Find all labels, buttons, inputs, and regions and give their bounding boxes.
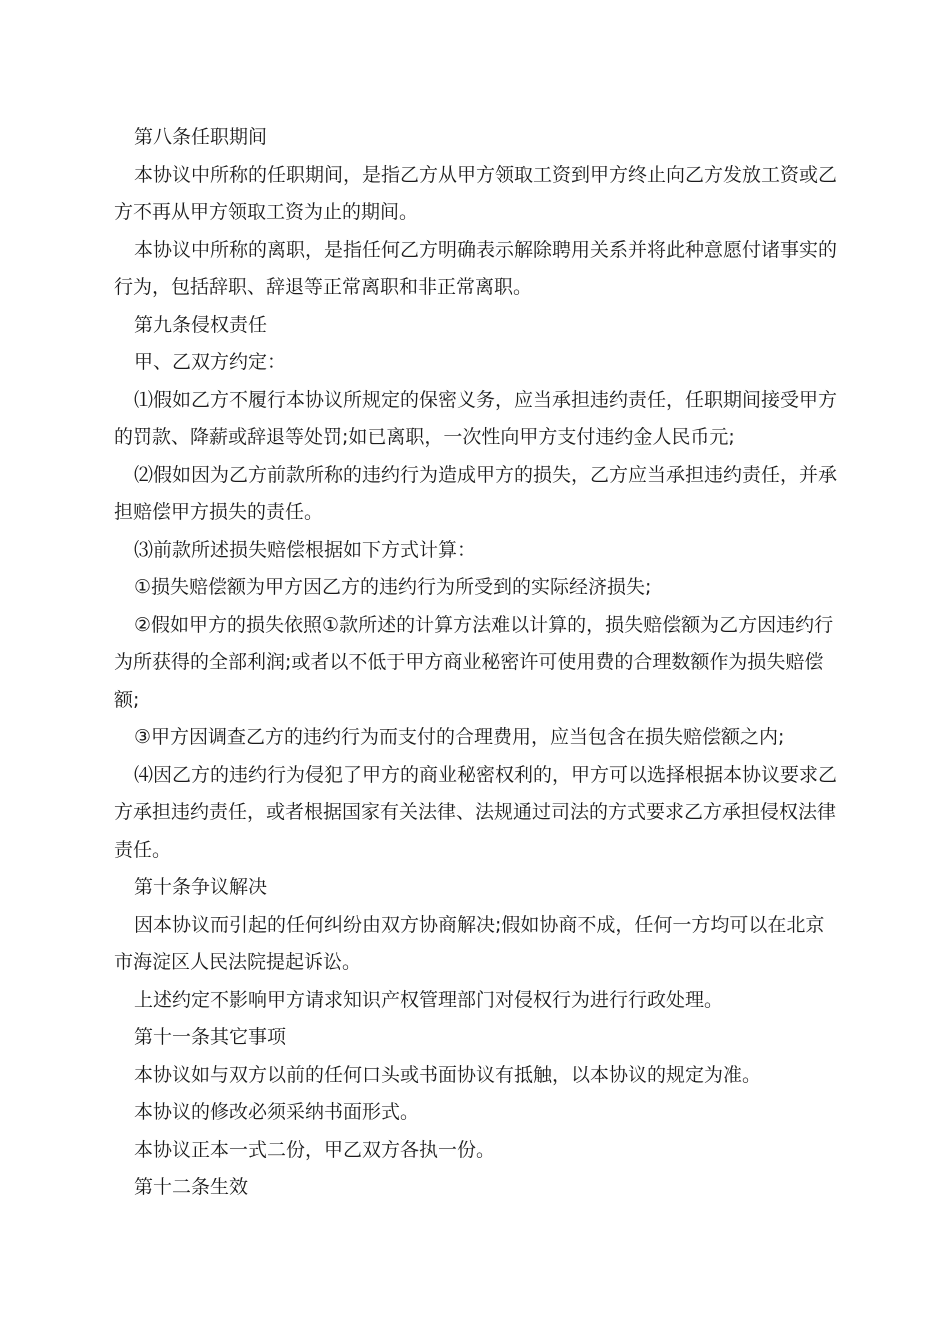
paragraph-administrative-handling: 上述约定不影响甲方请求知识产权管理部门对侵权行为进行行政处理。 [134, 988, 724, 1011]
paragraph-resignation-definition: 本协议中所称的离职，是指任何乙方明确表示解除聘用关系并将此种意愿付诸事实的行为，包括辞职、辞退等正常离职和非正常离职。 [114, 238, 838, 298]
paragraph-written-amendments: 本协议的修改必须采纳书面形式。 [134, 1101, 420, 1123]
document-body [114, 119, 838, 1207]
clause-4-infringement: ⑷因乙方的违约行为侵犯了甲方的商业秘密权利的，甲方可以选择根据本协议要求乙方承担违约责任，或者根据国家有关法律、法规通过司法的方式要求乙方承担侵权法律责任。 [114, 763, 838, 861]
paragraph-precedence: 本协议如与双方以前的任何口头或书面协议有抵触，以本协议的规定为准。 [134, 1063, 762, 1086]
paragraph-tenure-definition: 本协议中所称的任职期间，是指乙方从甲方领取工资到甲方终止向乙方发放工资或乙方不再从甲方领取工资为止的期间。 [114, 163, 838, 223]
article-8-heading: 第八条任职期间 [134, 126, 268, 148]
sub-clause-2: ②假如甲方的损失依照①款所述的计算方法难以计算的，损失赔偿额为乙方因违约行为所获得的全部利润;或者以不低于甲方商业秘密许可使用费的合理数额作为损失赔偿额; [114, 613, 834, 711]
article-12-heading: 第十二条生效 [134, 1176, 249, 1198]
sub-clause-1: ①损失赔偿额为甲方因乙方的违约行为所受到的实际经济损失; [134, 576, 652, 598]
clause-2-damages: ⑵假如因为乙方前款所称的违约行为造成甲方的损失，乙方应当承担违约责任，并承担赔偿甲方损失的责任。 [114, 463, 838, 523]
paragraph-parties-agree: 甲、乙双方约定： [134, 351, 287, 373]
paragraph-copies: 本协议正本一式二份，甲乙双方各执一份。 [134, 1138, 496, 1161]
clause-1-breach: ⑴假如乙方不履行本协议所规定的保密义务，应当承担违约责任，任职期间接受甲方的罚款、降薪或辞退等处罚;如已离职，一次性向甲方支付违约金人民币元; [114, 388, 838, 448]
paragraph-dispute-resolution: 因本协议而引起的任何纠纷由双方协商解决;假如协商不成，任何一方均可以在北京市海淀区人民法院提起诉讼。 [114, 913, 825, 973]
article-10-heading: 第十条争议解决 [134, 876, 268, 898]
article-11-heading: 第十一条其它事项 [134, 1026, 287, 1048]
article-9-heading: 第九条侵权责任 [134, 313, 268, 336]
clause-3-calculation: ⑶前款所述损失赔偿根据如下方式计算： [134, 538, 477, 561]
sub-clause-3: ③甲方因调查乙方的违约行为而支付的合理费用，应当包含在损失赔偿额之内; [134, 726, 785, 748]
